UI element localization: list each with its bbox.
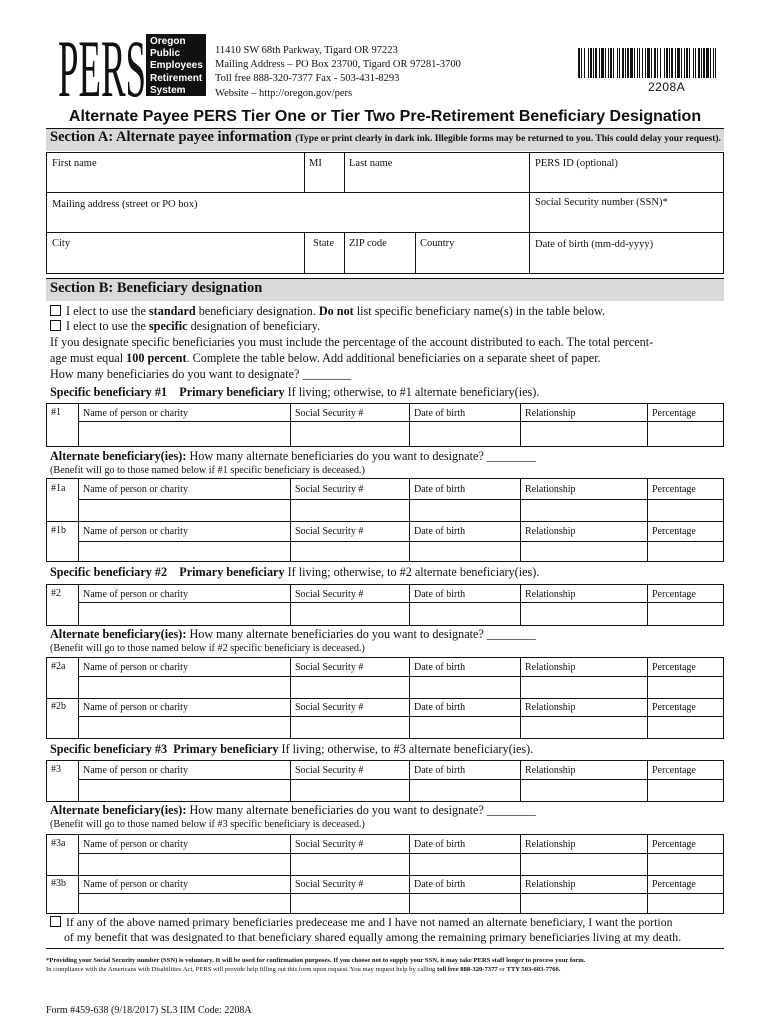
section-a-title bbox=[50, 129, 721, 146]
barcode-bar bbox=[584, 48, 585, 78]
pers-logo bbox=[58, 18, 146, 100]
row-id: #3a bbox=[51, 838, 66, 849]
col-name[interactable]: Name of person or charity bbox=[83, 589, 188, 600]
col-dob[interactable]: Date of birth bbox=[414, 662, 466, 673]
beneficiary-table-3 bbox=[46, 760, 724, 802]
col-ssn[interactable]: Social Security # bbox=[295, 662, 364, 673]
col-ssn[interactable]: Social Security # bbox=[295, 702, 364, 713]
state-field[interactable]: State bbox=[313, 238, 334, 249]
barcode-bar bbox=[706, 48, 709, 78]
col-name[interactable]: Name of person or charity bbox=[83, 662, 188, 673]
col-ssn[interactable]: Social Security # bbox=[295, 765, 364, 776]
instruction-line-1: If you designate specific beneficiaries you must include the percentage of the account distributed to each. The total percent- bbox=[50, 335, 654, 349]
barcode-bar bbox=[689, 48, 690, 78]
pers-id-field[interactable]: PERS ID (optional) bbox=[535, 158, 618, 169]
mailing-address-field[interactable]: Mailing address (street or PO box) bbox=[52, 199, 198, 210]
col-dob[interactable]: Date of birth bbox=[414, 526, 466, 537]
col-relationship[interactable]: Relationship bbox=[525, 408, 576, 419]
col-relationship[interactable]: Relationship bbox=[525, 526, 576, 537]
barcode-bar bbox=[581, 48, 582, 78]
instruction-line-2: age must equal 100 percent. Complete the table below. Add additional beneficiaries on a separate sheet of paper. bbox=[50, 351, 601, 365]
barcode-bar bbox=[675, 48, 676, 78]
barcode-bar bbox=[601, 48, 604, 78]
col-name[interactable]: Name of person or charity bbox=[83, 408, 188, 419]
barcode-bar bbox=[715, 48, 716, 78]
barcode-bar bbox=[639, 48, 640, 78]
barcode-bar bbox=[642, 48, 643, 78]
col-ssn[interactable]: Social Security # bbox=[295, 408, 364, 419]
col-percentage[interactable]: Percentage bbox=[652, 526, 696, 537]
col-ssn[interactable]: Social Security # bbox=[295, 879, 364, 890]
col-percentage[interactable]: Percentage bbox=[652, 879, 696, 890]
specific-beneficiary-3-heading: Specific beneficiary #3 Primary beneficiary If living; otherwise, to #3 alternate beneficiary(ies). bbox=[50, 742, 534, 756]
predecease-option[interactable]: If any of the above named primary beneficiaries predecease me and I have not named an alternate beneficiary, I want the portion bbox=[50, 915, 673, 931]
col-dob[interactable]: Date of birth bbox=[414, 879, 466, 890]
barcode-bar bbox=[605, 48, 606, 78]
section-b-title: Section B: Beneficiary designation bbox=[50, 280, 263, 296]
barcode-bar bbox=[588, 48, 589, 78]
barcode-bar bbox=[657, 48, 658, 78]
barcode-bar bbox=[625, 48, 626, 78]
beneficiary-table-1 bbox=[46, 403, 724, 447]
col-relationship[interactable]: Relationship bbox=[525, 702, 576, 713]
col-dob[interactable]: Date of birth bbox=[414, 702, 466, 713]
barcode-bar bbox=[671, 48, 673, 78]
barcode-bar bbox=[666, 48, 668, 78]
org-name-block bbox=[146, 34, 206, 96]
barcode-bar bbox=[695, 48, 696, 78]
form-title: Alternate Payee PERS Tier One or Tier Two Pre-Retirement Beneficiary Designation bbox=[68, 108, 702, 125]
barcode-bar bbox=[645, 48, 646, 78]
org-line: Public bbox=[150, 48, 181, 60]
row-id: #1b bbox=[51, 525, 66, 536]
col-percentage[interactable]: Percentage bbox=[652, 702, 696, 713]
barcode-bar bbox=[593, 48, 594, 78]
alternate-table-3 bbox=[46, 834, 724, 914]
org-line: System bbox=[150, 84, 186, 96]
col-relationship[interactable]: Relationship bbox=[525, 662, 576, 673]
specific-checkbox[interactable] bbox=[50, 320, 61, 331]
alternate-1-note: (Benefit will go to those named below if #1 specific beneficiary is deceased.) bbox=[50, 465, 365, 476]
alternate-table-1 bbox=[46, 478, 724, 562]
alternate-3-heading: Alternate beneficiary(ies): How many alternate beneficiaries do you want to designate? ________ bbox=[50, 803, 536, 817]
row-id: #3b bbox=[51, 878, 66, 889]
col-percentage[interactable]: Percentage bbox=[652, 765, 696, 776]
alternate-2-heading: Alternate beneficiary(ies): How many alternate beneficiaries do you want to designate? ________ bbox=[50, 627, 536, 641]
barcode-bar bbox=[681, 48, 682, 78]
col-dob[interactable]: Date of birth bbox=[414, 484, 466, 495]
alternate-table-2 bbox=[46, 657, 724, 739]
col-relationship[interactable]: Relationship bbox=[525, 765, 576, 776]
barcode-bar bbox=[622, 48, 624, 78]
alternate-1-heading: Alternate beneficiary(ies): How many alternate beneficiaries do you want to designate? ________ bbox=[50, 449, 536, 463]
org-line: Oregon bbox=[150, 36, 186, 47]
barcode-bar bbox=[669, 48, 670, 78]
barcode-bar bbox=[684, 48, 685, 78]
row-id: #2a bbox=[51, 661, 66, 672]
specific-beneficiary-1-heading: Specific beneficiary #1 Primary beneficiary If living; otherwise, to #1 alternate beneficiary(ies). bbox=[50, 385, 540, 399]
country-field[interactable]: Country bbox=[420, 238, 455, 249]
address-line: Toll free 888-320-7377 Fax - 503-431-8293 bbox=[215, 73, 400, 85]
alternate-3-note: (Benefit will go to those named below if #3 specific beneficiary is deceased.) bbox=[50, 819, 365, 830]
col-percentage[interactable]: Percentage bbox=[652, 662, 696, 673]
col-relationship[interactable]: Relationship bbox=[525, 589, 576, 600]
row-id: #1 bbox=[51, 407, 61, 418]
alternate-2-note: (Benefit will go to those named below if #2 specific beneficiary is deceased.) bbox=[50, 643, 365, 654]
barcode-bar bbox=[578, 48, 580, 78]
standard-checkbox[interactable] bbox=[50, 305, 61, 316]
barcode-bar bbox=[693, 48, 694, 78]
svg-text:PERS: PERS bbox=[58, 23, 146, 100]
barcode-bar bbox=[654, 48, 656, 78]
specific-beneficiary-2-heading: Specific beneficiary #2 Primary beneficiary If living; otherwise, to #2 alternate beneficiary(ies). bbox=[50, 565, 540, 579]
col-ssn[interactable]: Social Security # bbox=[295, 589, 364, 600]
col-dob[interactable]: Date of birth bbox=[414, 408, 466, 419]
barcode-bar bbox=[599, 48, 600, 78]
specific-designation-option[interactable]: I elect to use the specific designation of beneficiary. bbox=[50, 319, 320, 335]
col-ssn[interactable]: Social Security # bbox=[295, 839, 364, 850]
barcode-bar bbox=[637, 48, 638, 78]
col-dob[interactable]: Date of birth bbox=[414, 839, 466, 850]
col-dob[interactable]: Date of birth bbox=[414, 589, 466, 600]
col-name[interactable]: Name of person or charity bbox=[83, 526, 188, 537]
beneficiary-table-2 bbox=[46, 584, 724, 626]
dob-field[interactable]: Date of birth (mm-dd-yyyy) bbox=[535, 239, 654, 250]
org-line: Retirement bbox=[150, 72, 203, 84]
barcode-bar bbox=[677, 48, 680, 78]
barcode-bar bbox=[590, 48, 592, 78]
barcode-bar bbox=[630, 48, 633, 78]
col-name[interactable]: Name of person or charity bbox=[83, 879, 188, 890]
ssn-field[interactable]: Social Security number (SSN)* bbox=[535, 197, 668, 208]
alternate-payee-info-table bbox=[46, 152, 724, 274]
barcode-bar bbox=[608, 48, 609, 78]
ada-footnote: In compliance with the Americans with Disabilities Act, PERS will provide help filling out this form upon request. You may request help by calling toll free 888-320-7377 or TTY 503-603-7766. bbox=[46, 966, 561, 973]
standard-designation-option[interactable]: I elect to use the standard beneficiary designation. Do not list specific beneficiary name(s) in the table below. bbox=[50, 304, 605, 320]
row-id: #2 bbox=[51, 588, 61, 599]
barcode-bar bbox=[619, 48, 620, 78]
barcode bbox=[578, 48, 718, 78]
barcode-bar bbox=[698, 48, 700, 78]
address-line: Mailing Address – PO Box 23700, Tigard OR 97281-3700 bbox=[215, 59, 461, 71]
barcode-bar bbox=[701, 48, 702, 78]
col-dob[interactable]: Date of birth bbox=[414, 765, 466, 776]
barcode-bar bbox=[710, 48, 711, 78]
col-percentage[interactable]: Percentage bbox=[652, 589, 696, 600]
barcode-bar bbox=[651, 48, 652, 78]
barcode-bar bbox=[595, 48, 597, 78]
col-relationship[interactable]: Relationship bbox=[525, 839, 576, 850]
section-a-title-text: Section A: Alternate payee information bbox=[50, 129, 292, 145]
col-percentage[interactable]: Percentage bbox=[652, 839, 696, 850]
city-field[interactable]: City bbox=[52, 238, 71, 249]
agency-address bbox=[215, 44, 461, 101]
row-id: #2b bbox=[51, 701, 66, 712]
ssn-footnote: *Providing your Social Security number (SSN) is voluntary. It will be used for confirmation purposes. If you choose not to supply your SSN, it may take PERS staff longer to process your form. bbox=[46, 957, 586, 964]
barcode-bar bbox=[713, 48, 714, 78]
col-percentage[interactable]: Percentage bbox=[652, 408, 696, 419]
barcode-label: 2208A bbox=[648, 80, 686, 94]
barcode-bar bbox=[617, 48, 618, 78]
barcode-bar bbox=[703, 48, 705, 78]
barcode-bar bbox=[664, 48, 665, 78]
address-line: 11410 SW 68th Parkway, Tigard OR 97223 bbox=[215, 45, 398, 56]
col-ssn[interactable]: Social Security # bbox=[295, 526, 364, 537]
form-number: Form #459-638 (9/18/2017) SL3 IIM Code: 2208A bbox=[46, 1005, 252, 1016]
barcode-bar bbox=[686, 48, 688, 78]
barcode-bar bbox=[634, 48, 635, 78]
col-relationship[interactable]: Relationship bbox=[525, 484, 576, 495]
col-relationship[interactable]: Relationship bbox=[525, 879, 576, 890]
barcode-bar bbox=[610, 48, 612, 78]
barcode-bar bbox=[647, 48, 650, 78]
section-a-note: (Type or print clearly in dark ink. Illegible forms may be returned to you. This could delay your request). bbox=[295, 134, 721, 144]
col-percentage[interactable]: Percentage bbox=[652, 484, 696, 495]
col-ssn[interactable]: Social Security # bbox=[295, 484, 364, 495]
row-id: #1a bbox=[51, 483, 66, 494]
col-name[interactable]: Name of person or charity bbox=[83, 702, 188, 713]
barcode-bar bbox=[627, 48, 629, 78]
address-line: Website – http://oregon.gov/pers bbox=[215, 87, 353, 99]
zip-field[interactable]: ZIP code bbox=[349, 238, 387, 249]
predecease-line-2: of my benefit that was designated to that beneficiary shared equally among the remaining primary beneficiaries living at my death. bbox=[64, 930, 682, 944]
col-name[interactable]: Name of person or charity bbox=[83, 484, 188, 495]
barcode-bar bbox=[613, 48, 614, 78]
row-id: #3 bbox=[51, 764, 61, 775]
col-name[interactable]: Name of person or charity bbox=[83, 839, 188, 850]
org-line: Employees bbox=[150, 60, 203, 72]
predecease-checkbox[interactable] bbox=[50, 916, 61, 927]
first-name-field[interactable]: First name bbox=[52, 158, 97, 169]
how-many-beneficiaries[interactable]: How many beneficiaries do you want to designate? ________ bbox=[50, 367, 352, 381]
col-name[interactable]: Name of person or charity bbox=[83, 765, 188, 776]
last-name-field[interactable]: Last name bbox=[349, 158, 393, 169]
barcode-bar bbox=[660, 48, 661, 78]
mi-field[interactable]: MI bbox=[309, 158, 322, 169]
